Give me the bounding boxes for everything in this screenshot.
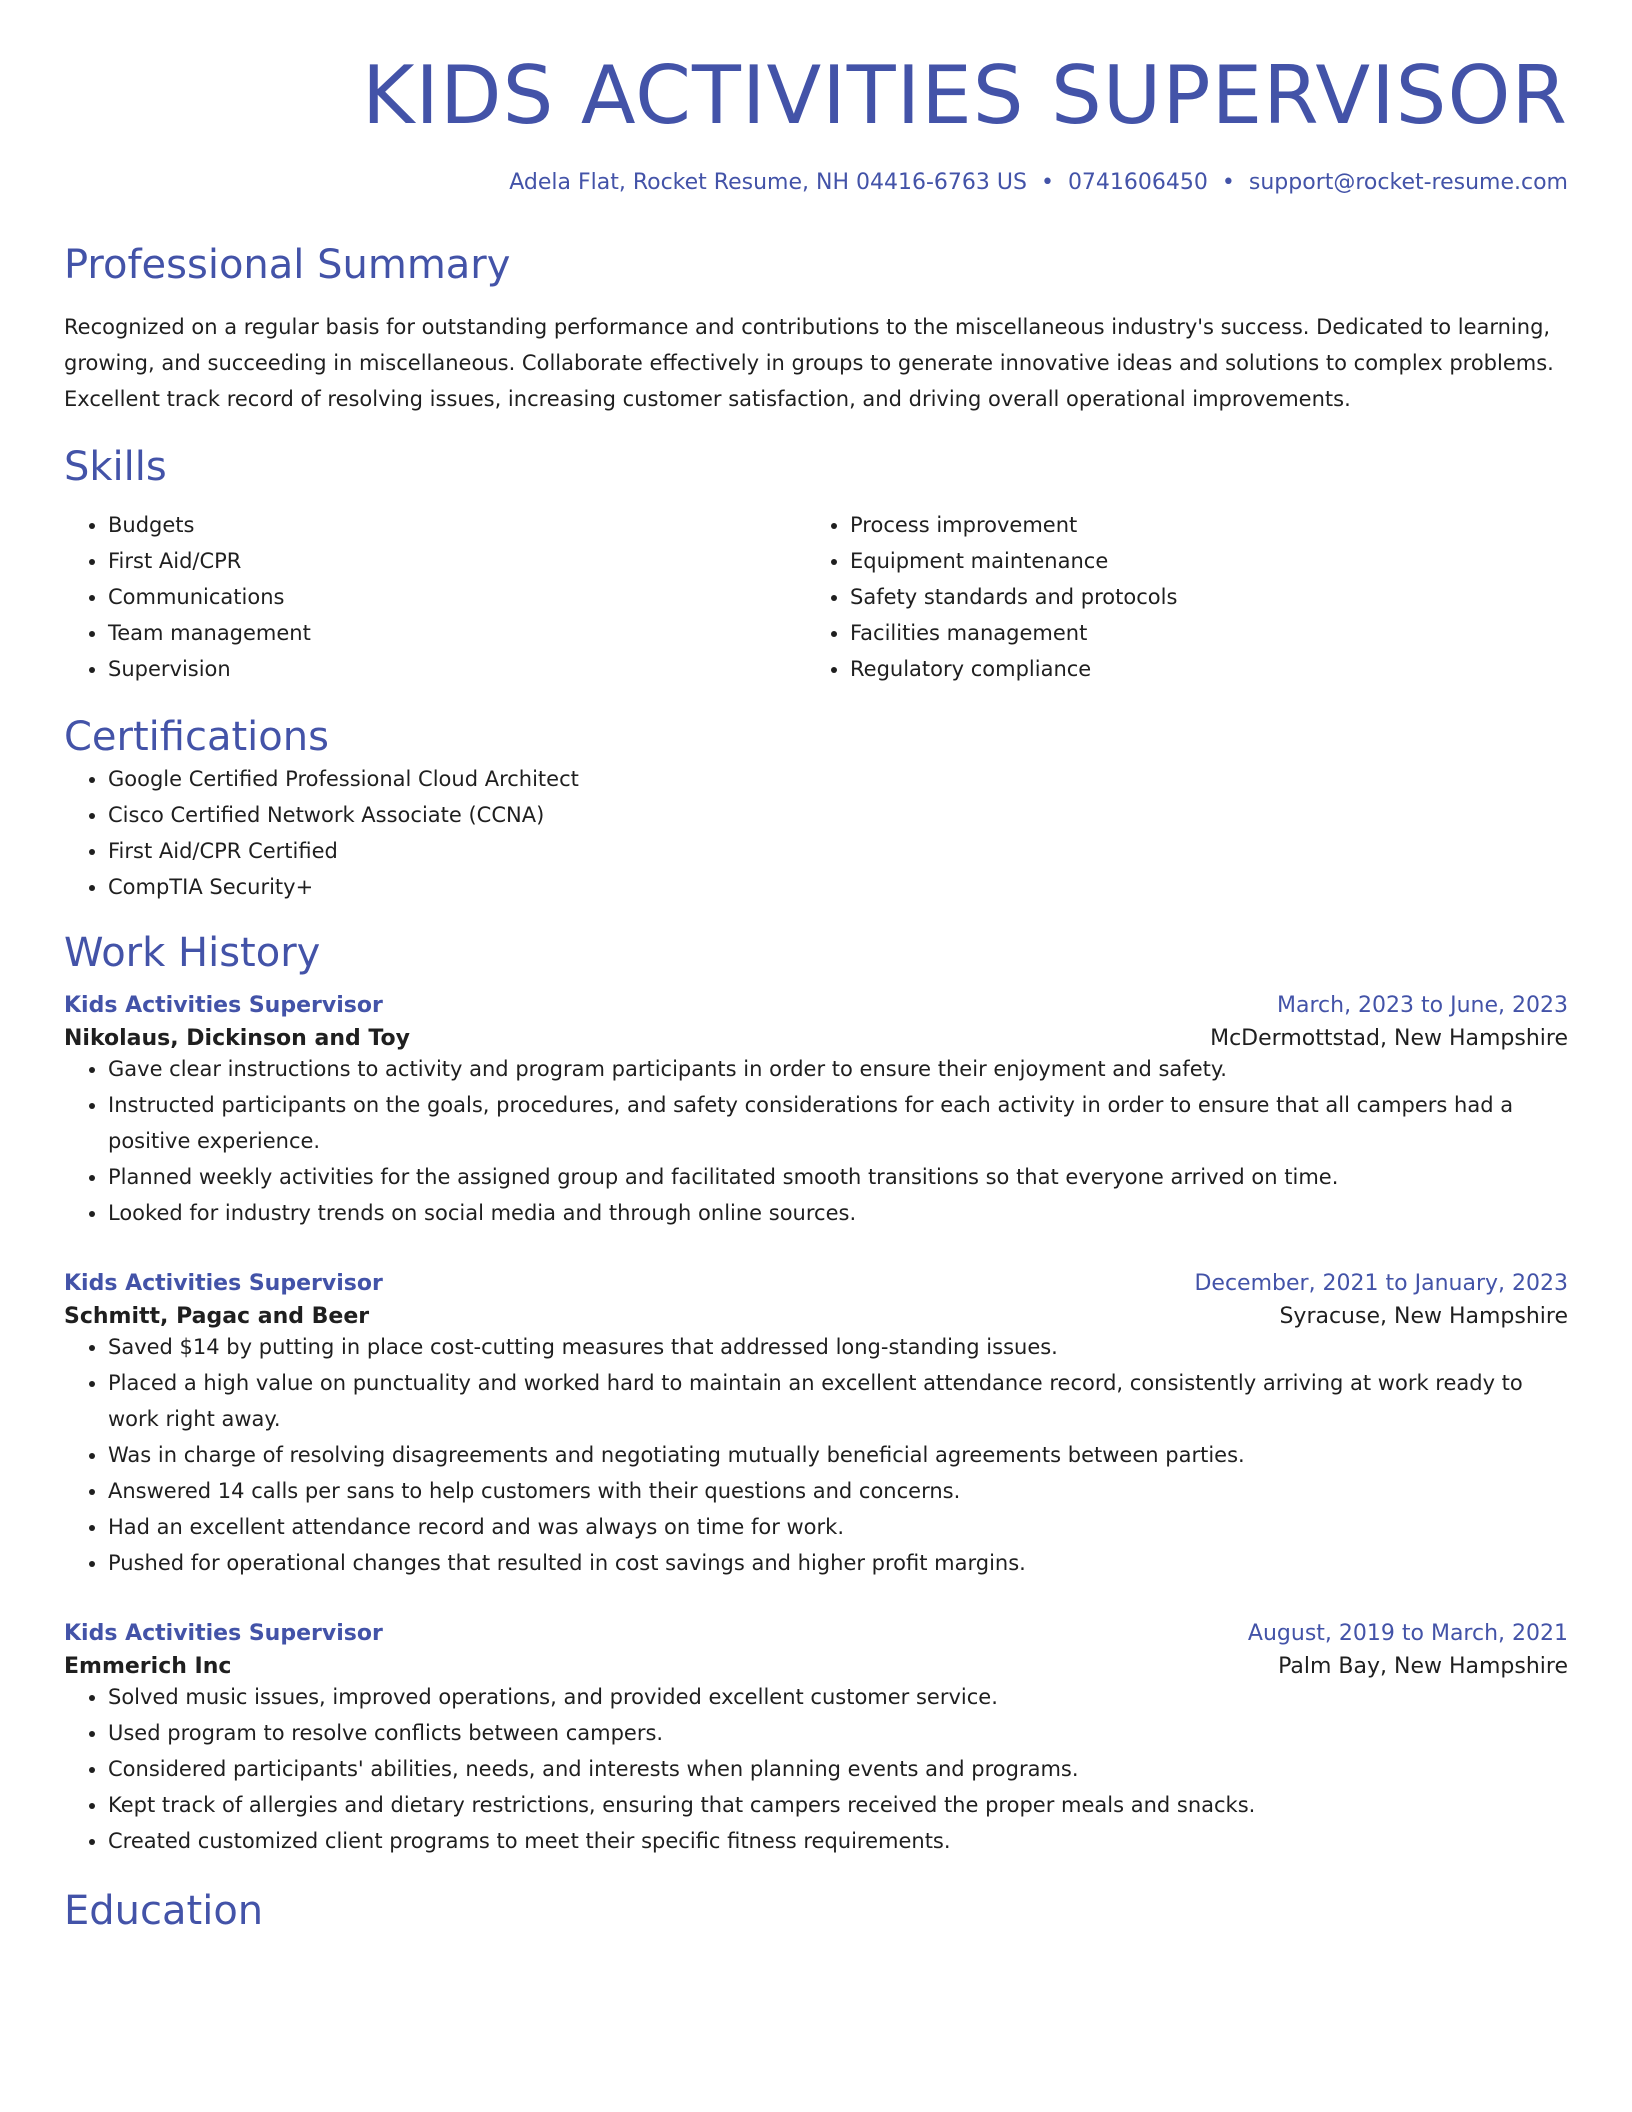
certification-item: • CompTIA Security+	[108, 869, 1568, 905]
job-bullets	[64, 1051, 1568, 1231]
contact-address: Adela Flat, Rocket Resume, NH 04416-6763 US	[509, 170, 1027, 195]
skill-item: • Supervision	[108, 651, 806, 687]
skills-heading: Skills	[64, 444, 167, 490]
job-dates: August, 2019 to March, 2021	[1247, 1621, 1568, 1646]
job-header	[64, 993, 1568, 1018]
job-entry	[64, 1271, 1568, 1581]
job-location: McDermottstad, New Hampshire	[1210, 1026, 1568, 1051]
contact-line	[64, 170, 1568, 195]
job-role: Kids Activities Supervisor	[64, 1271, 383, 1296]
skills-grid	[64, 507, 1568, 687]
job-role: Kids Activities Supervisor	[64, 993, 383, 1018]
job-bullets	[64, 1329, 1568, 1581]
work-history-heading: Work History	[64, 930, 321, 976]
resume-title: KIDS ACTIVITIES SUPERVISOR	[361, 49, 1568, 142]
job-bullets	[64, 1679, 1568, 1859]
skills-list-right	[806, 507, 1548, 687]
skill-item: • Team management	[108, 615, 806, 651]
job-bullet: • Kept track of allergies and dietary restrictions, ensuring that campers received the proper meals and snacks.	[108, 1787, 1568, 1823]
resume-page	[64, 0, 1568, 1935]
summary-heading: Professional Summary	[64, 242, 511, 288]
job-role: Kids Activities Supervisor	[64, 1621, 383, 1646]
skill-item: • Facilities management	[850, 615, 1548, 651]
job-company: Schmitt, Pagac and Beer	[64, 1304, 370, 1329]
job-bullet: • Planned weekly activities for the assigned group and facilitated smooth transitions so that everyone arrived on time.	[108, 1159, 1568, 1195]
job-bullet: • Was in charge of resolving disagreements and negotiating mutually beneficial agreements between parties.	[108, 1437, 1568, 1473]
contact-email: support@rocket-resume.com	[1248, 170, 1568, 195]
certifications-heading: Certifications	[64, 714, 329, 760]
job-entry	[64, 1621, 1568, 1859]
job-subheader	[64, 1654, 1568, 1679]
job-bullet: • Solved music issues, improved operations, and provided excellent customer service.	[108, 1679, 1568, 1715]
skill-item: • Budgets	[108, 507, 806, 543]
job-header	[64, 1621, 1568, 1646]
job-bullet: • Created customized client programs to meet their specific fitness requirements.	[108, 1823, 1568, 1859]
certifications-list	[64, 761, 1568, 905]
job-subheader	[64, 1026, 1568, 1051]
skill-item: • Safety standards and protocols	[850, 579, 1548, 615]
certification-item: • First Aid/CPR Certified	[108, 833, 1568, 869]
job-location: Syracuse, New Hampshire	[1279, 1304, 1568, 1329]
contact-separator: •	[1040, 170, 1054, 195]
summary-text: Recognized on a regular basis for outstanding performance and contributions to the miscellaneous industry's success. Dedicated to learning, growing, and succeeding in miscellaneous. Collaborate effectively in groups to generate innovative ideas and solutions to complex problems. Excellent track record of resolving issues, increasing customer satisfaction, and driving overall operational improvements.	[64, 315, 1554, 411]
skill-item: • Process improvement	[850, 507, 1548, 543]
job-bullet: • Pushed for operational changes that resulted in cost savings and higher profit margins.	[108, 1545, 1568, 1581]
job-company: Nikolaus, Dickinson and Toy	[64, 1026, 410, 1051]
skill-item: • Equipment maintenance	[850, 543, 1548, 579]
skill-item: • Regulatory compliance	[850, 651, 1548, 687]
education-heading: Education	[64, 1888, 264, 1934]
skill-item: • Communications	[108, 579, 806, 615]
contact-phone: 0741606450	[1067, 170, 1208, 195]
job-subheader	[64, 1304, 1568, 1329]
job-bullet: • Used program to resolve conflicts between campers.	[108, 1715, 1568, 1751]
job-dates: December, 2021 to January, 2023	[1194, 1271, 1568, 1296]
job-location: Palm Bay, New Hampshire	[1278, 1654, 1568, 1679]
job-bullet: • Instructed participants on the goals, procedures, and safety considerations for each activity in order to ensure that all campers had a positive experience.	[108, 1087, 1568, 1159]
job-dates: March, 2023 to June, 2023	[1277, 993, 1568, 1018]
job-bullet: • Looked for industry trends on social media and through online sources.	[108, 1195, 1568, 1231]
certification-item: • Google Certified Professional Cloud Architect	[108, 761, 1568, 797]
job-bullet: • Placed a high value on punctuality and worked hard to maintain an excellent attendance record, consistently arriving at work ready to work right away.	[108, 1365, 1568, 1437]
job-bullet: • Gave clear instructions to activity and program participants in order to ensure their enjoyment and safety.	[108, 1051, 1568, 1087]
skill-item: • First Aid/CPR	[108, 543, 806, 579]
job-company: Emmerich Inc	[64, 1654, 232, 1679]
job-bullet: • Saved $14 by putting in place cost-cutting measures that addressed long-standing issues.	[108, 1329, 1568, 1365]
job-header	[64, 1271, 1568, 1296]
contact-separator: •	[1221, 170, 1235, 195]
job-bullet: • Considered participants' abilities, needs, and interests when planning events and programs.	[108, 1751, 1568, 1787]
job-entry	[64, 993, 1568, 1231]
job-bullet: • Answered 14 calls per sans to help customers with their questions and concerns.	[108, 1473, 1568, 1509]
certification-item: • Cisco Certified Network Associate (CCNA)	[108, 797, 1568, 833]
job-bullet: • Had an excellent attendance record and was always on time for work.	[108, 1509, 1568, 1545]
skills-list-left	[64, 507, 806, 687]
